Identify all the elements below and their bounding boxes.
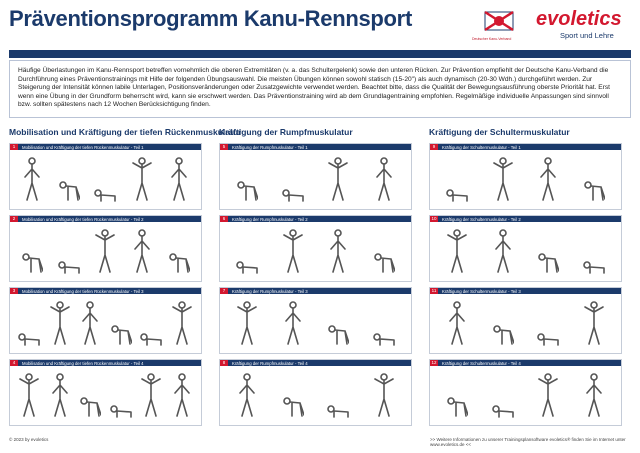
exercise-figure-icon [49, 371, 71, 421]
exercise-figure-icon [21, 227, 43, 277]
exercise-figure-icon [49, 299, 71, 349]
exercise-figure-icon [583, 299, 605, 349]
exercise-panel [9, 143, 202, 210]
exercise-figure-icon [327, 155, 349, 205]
evoletics-logo: evoletics [536, 8, 622, 30]
panel-header [430, 360, 621, 366]
exercise-panel [219, 215, 412, 282]
panel-number: 1 [10, 144, 18, 150]
panel-header [10, 288, 201, 294]
panel-header [10, 144, 201, 150]
exercise-figure-icon [282, 227, 304, 277]
exercise-figure-icon [21, 155, 43, 205]
exercise-figure-icon [583, 371, 605, 421]
exercise-figure-icon [94, 227, 116, 277]
exercise-figure-icon [131, 155, 153, 205]
exercise-figure-icon [110, 299, 132, 349]
exercise-figure-icon [236, 227, 258, 277]
panel-header [220, 360, 411, 366]
exercise-panel [9, 287, 202, 354]
exercise-figure-icon [140, 299, 162, 349]
exercise-figure-icon [236, 371, 258, 421]
exercise-figure-icon [79, 299, 101, 349]
exercise-figure-icon [58, 227, 80, 277]
exercise-figure-icon [131, 227, 153, 277]
panel-label: Kräftigung der Rumpfmuskulatur - Teil 1 [232, 144, 308, 150]
exercise-figure-icon [282, 155, 304, 205]
hint-text: Häufige Überlastungen im Kanu-Rennsport betreffen vornehmlich die oberen Extremitäten (v. a. das Schultergelenk) sowie den unteren Rücken. Zur Prävention empfiehlt der Deutsche Kanu-Verband die Durchführung eines Präventionstrainings mit Hilfe der folgenden Übungsauswahl. Die meisten Übungen können sowohl statisch (15-20") als auch dynamisch (20-30 Wdh.) durchgeführt werden. Zur Steigerung der Intensität können labile Unterlagen, Positionsveränderungen oder Zusatzgewichte verwendet werden. Beachtet bitte, dass die Qualität der Bewegungsausführung oberste Priorität hat. Erst wenn eine Übung in der Grundform beherrscht wird, kann sie erschwert werden. Das Präventionstraining wird ab dem Grundlagentraining empfohlen. Regelmäßige individuelle Anpassungen sind sinnvoll bzw. sollten spätestens nach 12 Wochen Berücksichtigung finden. [9, 60, 631, 118]
exercise-figure-icon [327, 299, 349, 349]
exercise-panel [429, 215, 622, 282]
page-title: Präventionsprogramm Kanu-Rennsport [9, 6, 412, 31]
exercise-figure-icon [583, 227, 605, 277]
exercise-figure-icon [79, 371, 101, 421]
exercise-figure-icon [168, 227, 190, 277]
footer-copyright: © 2023 by evoletics [9, 437, 49, 442]
exercise-panel [219, 287, 412, 354]
column-title: Kräftigung der Rumpfmuskulatur [219, 127, 353, 137]
panel-number: 8 [220, 360, 228, 366]
panel-number: 5 [220, 144, 228, 150]
exercise-panel [9, 359, 202, 426]
exercise-panel [219, 359, 412, 426]
panel-label: Kräftigung der Rumpfmuskulatur - Teil 3 [232, 288, 308, 294]
exercise-figure-icon [492, 155, 514, 205]
panel-header [10, 216, 201, 222]
exercise-figure-icon [327, 227, 349, 277]
exercise-panel [429, 143, 622, 210]
panel-number: 2 [10, 216, 18, 222]
panel-header [220, 216, 411, 222]
exercise-figure-icon [373, 299, 395, 349]
panel-label: Mobilisation und Kräftigung der tiefen Rückenmuskulatur - Teil 4 [22, 360, 144, 366]
exercise-figure-icon [140, 371, 162, 421]
federation-flag-icon [483, 10, 515, 32]
panel-label: Kräftigung der Schultermuskulatur - Teil 4 [442, 360, 521, 366]
exercise-panel [429, 287, 622, 354]
panel-number: 3 [10, 288, 18, 294]
exercise-panel [429, 359, 622, 426]
exercise-figure-icon [492, 299, 514, 349]
panel-number: 6 [220, 216, 228, 222]
panel-number: 12 [431, 360, 437, 365]
exercise-figure-icon [171, 299, 193, 349]
exercise-figure-icon [282, 299, 304, 349]
exercise-figure-icon [110, 371, 132, 421]
exercise-figure-icon [537, 155, 559, 205]
hint-label: Hinweise [12, 58, 33, 64]
exercise-panel [219, 143, 412, 210]
exercise-figure-icon [446, 155, 468, 205]
exercise-figure-icon [446, 299, 468, 349]
exercise-figure-icon [492, 371, 514, 421]
panel-label: Kräftigung der Schultermuskulatur - Teil 2 [442, 216, 521, 222]
exercise-figure-icon [373, 155, 395, 205]
exercise-figure-icon [18, 371, 40, 421]
exercise-figure-icon [327, 371, 349, 421]
panel-number: 9 [430, 144, 438, 150]
exercise-figure-icon [236, 155, 258, 205]
panel-label: Mobilisation und Kräftigung der tiefen Rückenmuskulatur - Teil 1 [22, 144, 144, 150]
exercise-figure-icon [492, 227, 514, 277]
exercise-figure-icon [282, 371, 304, 421]
exercise-figure-icon [373, 227, 395, 277]
column-title: Mobilisation und Kräftigung der tiefen Rückenmuskulatur [9, 127, 242, 137]
panel-header [220, 288, 411, 294]
panel-label: Kräftigung der Schultermuskulatur - Teil 1 [442, 144, 521, 150]
panel-number: 7 [220, 288, 228, 294]
exercise-panel [9, 215, 202, 282]
logo-tagline: Sport und Lehre [560, 31, 614, 40]
panel-header [430, 288, 621, 294]
exercise-figure-icon [446, 371, 468, 421]
exercise-figure-icon [18, 299, 40, 349]
exercise-figure-icon [537, 371, 559, 421]
exercise-figure-icon [171, 371, 193, 421]
panel-header [430, 216, 621, 222]
panel-label: Mobilisation und Kräftigung der tiefen Rückenmuskulatur - Teil 3 [22, 288, 144, 294]
exercise-figure-icon [373, 371, 395, 421]
panel-number: 11 [431, 288, 437, 293]
panel-label: Mobilisation und Kräftigung der tiefen Rückenmuskulatur - Teil 2 [22, 216, 144, 222]
exercise-figure-icon [583, 155, 605, 205]
panel-label: Kräftigung der Rumpfmuskulatur - Teil 4 [232, 360, 308, 366]
exercise-figure-icon [537, 299, 559, 349]
exercise-figure-icon [537, 227, 559, 277]
panel-number: 10 [431, 216, 437, 221]
footer-info: >> Weitere Informationen zu unserer Trainingsplansoftware evoletics® finden Sie im Internet unter www.evoletics.de << [430, 437, 626, 447]
column-title: Kräftigung der Schultermuskulatur [429, 127, 570, 137]
exercise-figure-icon [168, 155, 190, 205]
exercise-figure-icon [58, 155, 80, 205]
federation-caption: Deutscher Kanu-Verband [472, 37, 512, 41]
exercise-figure-icon [94, 155, 116, 205]
panel-header [220, 144, 411, 150]
panel-label: Kräftigung der Rumpfmuskulatur - Teil 2 [232, 216, 308, 222]
panel-header [430, 144, 621, 150]
exercise-figure-icon [446, 227, 468, 277]
hint-bar [9, 50, 631, 64]
panel-number: 4 [10, 360, 18, 366]
panel-header [10, 360, 201, 366]
panel-label: Kräftigung der Schultermuskulatur - Teil 3 [442, 288, 521, 294]
exercise-figure-icon [236, 299, 258, 349]
